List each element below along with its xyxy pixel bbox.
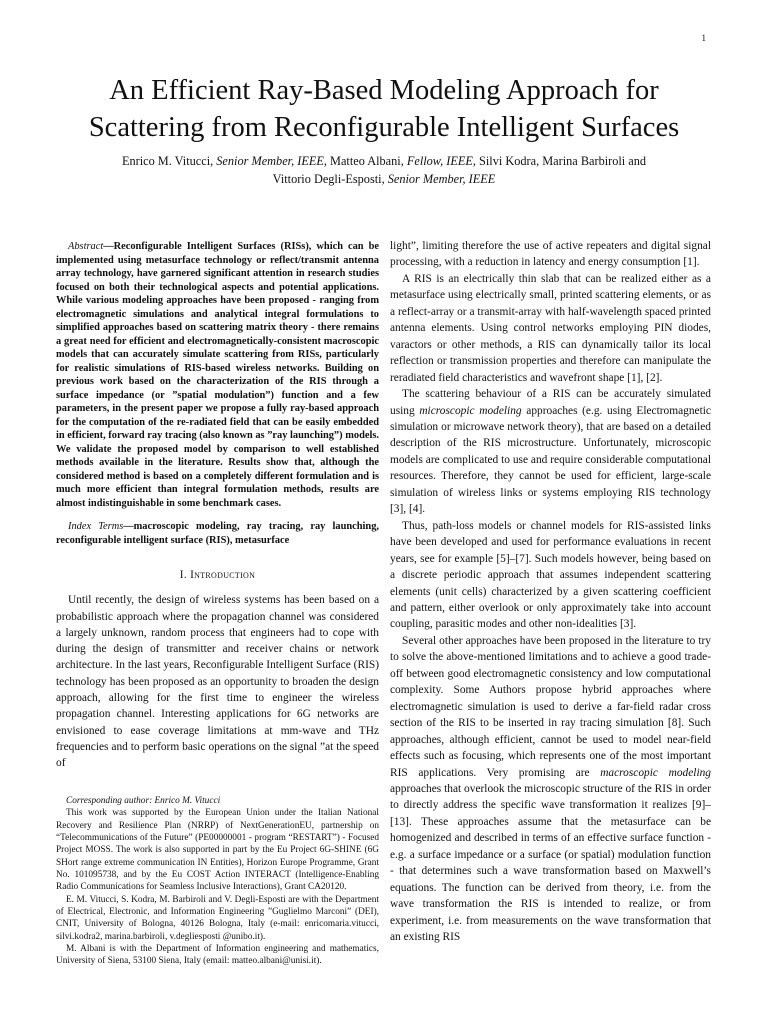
author-list <box>40 152 728 188</box>
author-4-name: Vittorio Degli-Esposti, <box>272 172 388 186</box>
intro-paragraph-1: Until recently, the design of wireless systems has been based on a probabilistic approach where the propagation channel was considered a largely unknown, random process that engineers had to cope with during the design of transmitter and receiver chains or network architecture. In the last years, Reconfigurable Intelligent Surface (RIS) technology has been proposed as an opportunity to broaden the design approach, allowing for the first time to engineer the wireless propagation channel. Interesting applications for 6G networks are envisioned to ease coverage limitations at mm-wave and THz frequencies and to perform basic operations on the signal ”at the speed of <box>56 594 379 770</box>
affiliation-note-2: M. Albani is with the Department of Information engineering and mathematics, University of Siena, 53100 Siena, Italy (email: matteo.albani@unisi.it). <box>56 944 379 967</box>
page-number: 1 <box>701 33 706 43</box>
author-4-title: Senior Member, IEEE <box>387 172 496 186</box>
p5-text-a: Several other approaches have been proposed in the literature to try to solve the above-mentioned limitations and to achieve a good trade-off between good electromagnetic consistency and low computational complexity. Some Authors propose hybrid approaches where electromagnetic simulation is used to derive a far-field radar cross section of the RIS to be inserted in ray tracing simulation [8]. Such approaches, although efficient, cannot be used to model near-field effects such as focusing, which represents one of the most important RIS applications. Very promising are <box>390 634 711 779</box>
title-line-1: An Efficient Ray-Based Modeling Approach for <box>109 75 659 106</box>
right-paragraph-4: Thus, path-loss models or channel models for RIS-assisted links have been developed and used for performance evaluations in recent years, see for example [5]–[7]. Such models however, being based on a discrete periodic approach that assumes independent scattering elements (unit cells) characterized by a given scattering coefficient and pattern, either overlook or only approximately take into account coupling, parasitic modes and other non-idealities [3]. <box>390 519 711 631</box>
p5-text-b: approaches that overlook the microscopic structure of the RIS in order to directly address the specific wave transformation it realizes [9]–[13]. These approaches assume that the metasurface can be homogenized and described in terms of an effective surface function - e.g. a surface impedance or a surface (or spatial) modulation function - that determines such a wave transformation based on Maxwell’s equations. The function can be derived from theory, i.e. from the wave transformation the RIS is intended to realize, or from experiment, i.e. from measurements on the wave transformation that an existing RIS <box>390 782 711 944</box>
right-paragraph-2: A RIS is an electrically thin slab that can be realized either as a metasurface using electrically small, printed scattering elements, or as a reflect-array or a transmit-array with half-wavelength spaced printed antenna elements. Using control networks employing PIN diodes, varactors or other methods, a RIS can dynamically tailor its local reflection or transmission properties and therefore can manipulate the reradiated field characteristics and wavefront shape [1], [2]. <box>390 272 711 384</box>
title-line-2: Scattering from Reconfigurable Intelligent Surfaces <box>88 112 680 143</box>
paper-title <box>40 72 728 146</box>
right-paragraph-5 <box>390 633 711 946</box>
p3-text-a: The scattering behaviour of a RIS can be accurately simulated using <box>390 388 711 417</box>
index-terms <box>56 520 379 547</box>
author-2-title: Fellow, IEEE <box>406 154 473 168</box>
author-1-name: Enrico M. Vitucci, <box>121 154 217 168</box>
affiliation-note-1: E. M. Vitucci, S. Kodra, M. Barbiroli and V. Degli-Esposti are with the Department of Electrical, Electronic, and Information Engineering ”Guglielmo Marconi” (DEI), CNIT, University of Bologna, 40126 Bologna, Italy (e-mail: enricomaria.vitucci, silvi.kodra2, marina.barbiroli, v.degliesposti @unibo.it). <box>56 894 379 942</box>
section-title: ntroduction <box>194 569 256 581</box>
abstract <box>56 240 379 510</box>
section-heading-introduction <box>56 567 379 583</box>
index-terms-text: —macroscopic modeling, ray tracing, ray launching, reconfigurable intelligent surface (RIS), metasurface <box>56 521 379 546</box>
author-1-title: Senior Member, IEEE <box>216 154 324 168</box>
index-terms-label: Index Terms <box>68 521 124 532</box>
funding-note: This work was supported by the European Union under the Italian National Recovery and Resilience Plan (NRRP) of NextGenerationEU, partnership on “Telecommunications of the Future” (PE00000001 - program “RESTART”) - Focused Project MOSS. The work is also supported in part by the Eu Project 6G-SHINE (6G SHort range extreme communication IN Entities), Horizon Europe Programme, Grant No. 101095738, and by the Eu COST Action INTERACT (Intelligence-Enabling Radio Communications for Seamless Inclusive Interactions), Grant CA20120. <box>56 808 379 893</box>
left-column <box>56 240 379 772</box>
author-2-name: , Matteo Albani, <box>323 154 407 168</box>
abstract-text: —Reconfigurable Intelligent Surfaces (RISs), which can be implemented using metasurface technology or reflect/transmit antenna array technology, have garnered significant attention in research studies focused on both their technological aspects and potential applications. While various modeling approaches have been proposed - ranging from electromagnetic simulations and analytical integral formulations to simplified approaches based on scattering matrix theory - there remains a great need for efficient and electromagnetically-consistent macroscopic models that can accurately simulate scattering from RISs, particularly for realistic simulations of RIS-based wireless networks. Building on previous work based on the characterization of the RIS through a surface impedance (or ”spatial modulation”) function and a few parameters, in the present paper we propose a fully ray-based approach for the computation of the re-radiated field that can be easily embedded in efficient, forward ray tracing (also known as ”ray launching”) models. We validate the proposed model by comparison to well established methods available in the literature. Results show that, although the considered method is based on a completely different formulation and is much more efficient than integral formulation methods, results are almost indistinguishable in some benchmark cases. <box>56 241 379 509</box>
footnotes <box>56 795 379 968</box>
p5-emphasis: macroscopic modeling <box>600 766 711 779</box>
p3-text-b: approaches (e.g. using Electromagnetic simulation or microwave network theory), that are based on a detailed description of the RIS microstructure. Unfortunately, microscopic models are complicated to use and require considerable computational resources. Therefore, they cannot be used for efficient, large-scale simulation of wireless links or systems employing RIS technology [3], [4]. <box>390 404 711 516</box>
section-numeral: I. I <box>179 569 195 581</box>
abstract-label: Abstract <box>68 241 104 252</box>
right-paragraph-3 <box>390 386 711 518</box>
right-column <box>390 238 711 945</box>
corresponding-author-note: Corresponding author: Enrico M. Vitucci <box>66 796 221 806</box>
right-paragraph-1: light”, limiting therefore the use of active repeaters and digital signal processing, with a reduction in latency and energy consumption [1]. <box>390 240 711 269</box>
p3-emphasis: microscopic modeling <box>419 404 522 417</box>
author-3-names: , Silvi Kodra, Marina Barbiroli and <box>472 154 647 168</box>
